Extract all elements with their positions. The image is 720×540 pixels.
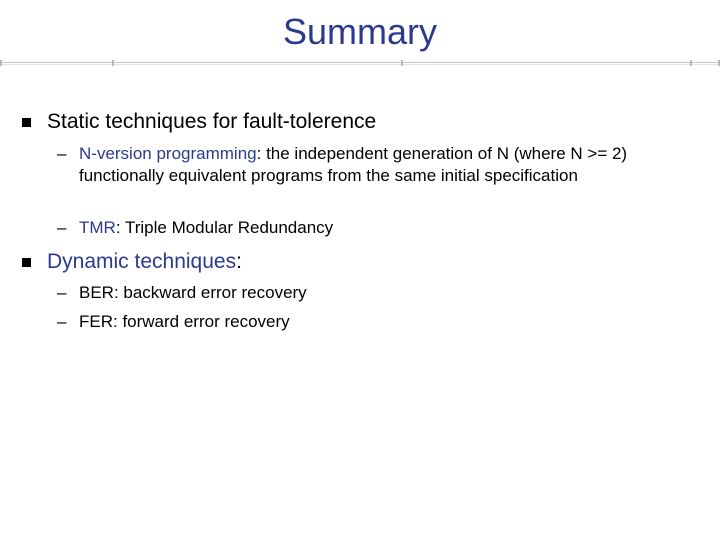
bullet-static-techniques: Static techniques for fault-tolerence — [47, 110, 377, 133]
dash-icon: – — [57, 312, 67, 331]
term-dynamic: Dynamic techniques — [47, 250, 237, 273]
dash-icon: – — [57, 144, 67, 163]
dash-icon: – — [57, 218, 67, 237]
slide-title: Summary — [282, 11, 438, 52]
bullet-square-icon — [22, 118, 31, 127]
colon: : — [236, 250, 242, 273]
title-divider — [0, 60, 720, 66]
bullet-dynamic-techniques — [47, 249, 242, 275]
desc-tmr: : Triple Modular Redundancy — [115, 218, 334, 237]
sub-item-tmr — [79, 217, 689, 239]
dash-icon: – — [57, 283, 67, 302]
sub-item-fer: FER: forward error recovery — [79, 312, 290, 331]
sub-item-n-version — [79, 143, 689, 187]
bullet-square-icon — [22, 258, 31, 267]
sub-item-ber: BER: backward error recovery — [79, 283, 307, 302]
term-tmr: TMR — [79, 218, 116, 237]
desc-n-version: : the independent generation of N (where N >= 2) functionally equivalent programs from the same initial specification — [79, 144, 628, 185]
term-n-version: N-version programming — [79, 144, 257, 163]
